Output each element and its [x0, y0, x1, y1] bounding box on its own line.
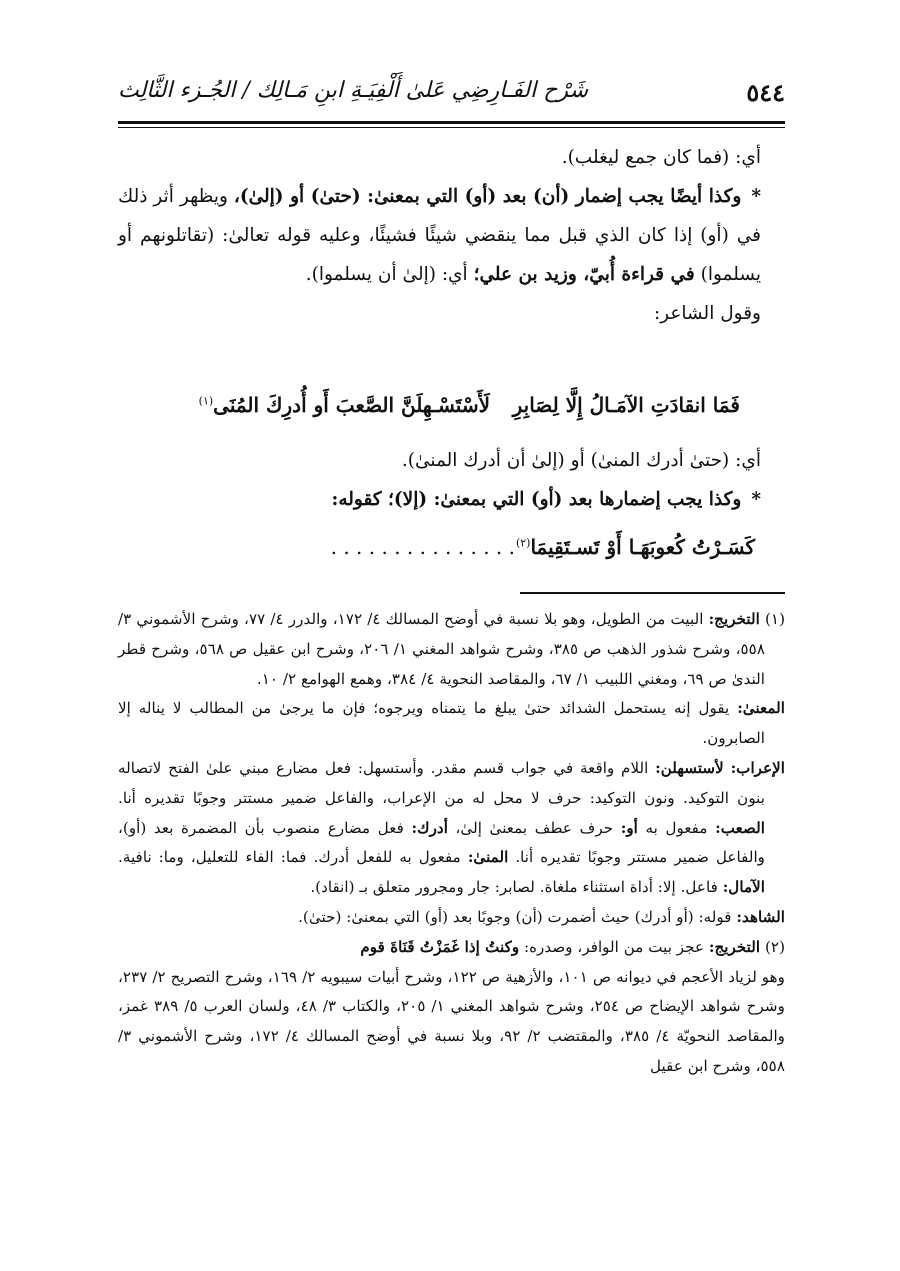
rule-heading: وكذا يجب إضمارها بعد (أو) التي بمعنىٰ: (إلا)؛ كقوله:: [331, 489, 742, 510]
verse-hemistich-2: فَمَا انقادَتِ الآمَـالُ إِلَّا لِصَابِرِ: [512, 393, 740, 417]
rule-text-end: أي: (إلىٰ أن يسلموا).: [305, 264, 468, 285]
page-number: ٥٤٤: [746, 78, 785, 107]
rule-emphasis: في قراءة أُبيّ، وزيد بن علي؛: [473, 264, 695, 285]
paragraph-rule-3: [118, 480, 785, 519]
footnote-2: (٢) التخريج: عجز بيت من الوافر، وصدره: وكنتُ إذا غَمَزْتُ قَنَاةَ قوم: [360, 937, 785, 956]
main-text: [118, 138, 785, 333]
verse-dots: . . . . . . . . . . . . . . .: [330, 535, 515, 559]
footnotes: [118, 605, 785, 1082]
page-header: [118, 70, 785, 114]
verse-hemistich: كَسَـرْتُ كُعوبَهَـا أَوْ تَسـتَقِيمَا$^{(٢)}$: [515, 535, 755, 559]
footnote-2-body: وهو لزياد الأعجم في ديوانه ص ١٠١، والأزهية ص ١٢٢، وشرح أبيات سيبويه ٢/ ١٦٩، وشرح التصريح ٢/ ٢٣٧، وشرح شواهد الإيضاح ص ٢٥٤، وشرح شواهد المغني ١/ ٢٠٥، والكتاب ٣/ ٤٨، ولسان العرب ٥/ ٣٨٩ غمز، والمقاصد النحويّة ٤/ ٣٨٥، والمقتضب ٢/ ٩٢، وبلا نسبة في أوضح المسالك ٤/ ١٧٢، وشرح الأشموني ٣/ ٥٥٨، وشرح ابن عقيل: [118, 967, 786, 1075]
paragraph-rule-2: [118, 177, 785, 294]
text-line: وقول الشاعر:: [653, 303, 761, 324]
footnote-ref: (١): [198, 394, 214, 408]
text-line: أي: (حتىٰ أدرك المنىٰ) أو (إلىٰ أن أدرك المنىٰ).: [401, 450, 761, 471]
header-rule-thin: [118, 127, 785, 128]
running-title: شَرْح الفَـارِضِي عَلىٰ أَلْفِيَـةِ ابنِ مَـالِك / الجُـزء الثَّالِث: [118, 78, 589, 103]
footnote-meaning: المعنىٰ: يقول إنه يستحمل الشدائد حتىٰ يبلغ ما يتمناه ويرجوه؛ فإن ما يرجىٰ من المطالب لا يناله إلا الصابرون.: [118, 699, 785, 748]
verse-hemistich-1: لَأَسْتَسْـهِلَنَّ الصَّعبَ أَو أُدرِكَ المُنَى$^{(١)}$: [198, 393, 490, 417]
header-rule-thick: [118, 121, 785, 124]
footnote-ref: (٢): [515, 536, 531, 550]
star-bullet: *: [751, 186, 762, 207]
text-line: أي: (فما كان جمع ليغلب).: [561, 147, 761, 168]
footnote-separator: [520, 592, 785, 594]
footnote-irab: الإعراب: لأستسهلن: اللام واقعة في جواب قسم مقدر. وأستسهل: فعل مضارع مبني علىٰ الفتح لاتصاله بنون التوكيد. ونون التوكيد: حرف لا محل له من الإعراب، والفاعل ضمير مستتر وجوبًا تقديره أنا. الصعب: مفعول به أو: حرف عطف بمعنىٰ إلىٰ، أدرك: فعل مضارع منصوب بأن المضمرة بعد (أو)، والفاعل ضمير مستتر وجوبًا تقديره أنا. المنىٰ: مفعول به للفعل أدرك. فما: الفاء للتعليل، وما: نافية. الآمال: فاعل. إلا: أداة استثناء ملغاة. لصابر: جار ومجرور متعلق بـ (انقاد).: [118, 758, 786, 897]
rule-text: ويظهر أثر ذلك في (أو) إذا كان الذي قبل مما ينقضي شيئًا فشيئًا، وعليه قوله تعالىٰ: (تقاتلونهم أو يسلموا): [118, 186, 761, 285]
main-text-2: [118, 441, 785, 519]
star-bullet: *: [751, 489, 761, 510]
rule-heading: وكذا أيضًا يجب إضمار (أن) بعد (أو) التي بمعنىٰ: (حتىٰ) أو (إلىٰ)،: [233, 186, 742, 207]
footnote-1: (١) التخريج: البيت من الطويل، وهو بلا نسبة في أوضح المسالك ٤/ ١٧٢، والدرر ٤/ ٧٧، وشرح الأشموني ٣/ ٥٥٨، وشرح شذور الذهب ص ٣٨٥، وشرح شواهد المغني ١/ ٢٠٦، وشرح ابن عقيل ص ٥٦٨، وشرح قطر الندىٰ ص ٦٩، ومغني اللبيب ١/ ٦٧، والمقاصد النحوية ٤/ ٣٨٤، وهمع الهوامع ٢/ ١٠.: [118, 610, 786, 688]
footnote-shahid: الشاهد: قوله: (أو أدرك) حيث أضمرت (أن) وجوبًا بعد (أو) التي بمعنىٰ: (حتىٰ).: [298, 907, 785, 926]
